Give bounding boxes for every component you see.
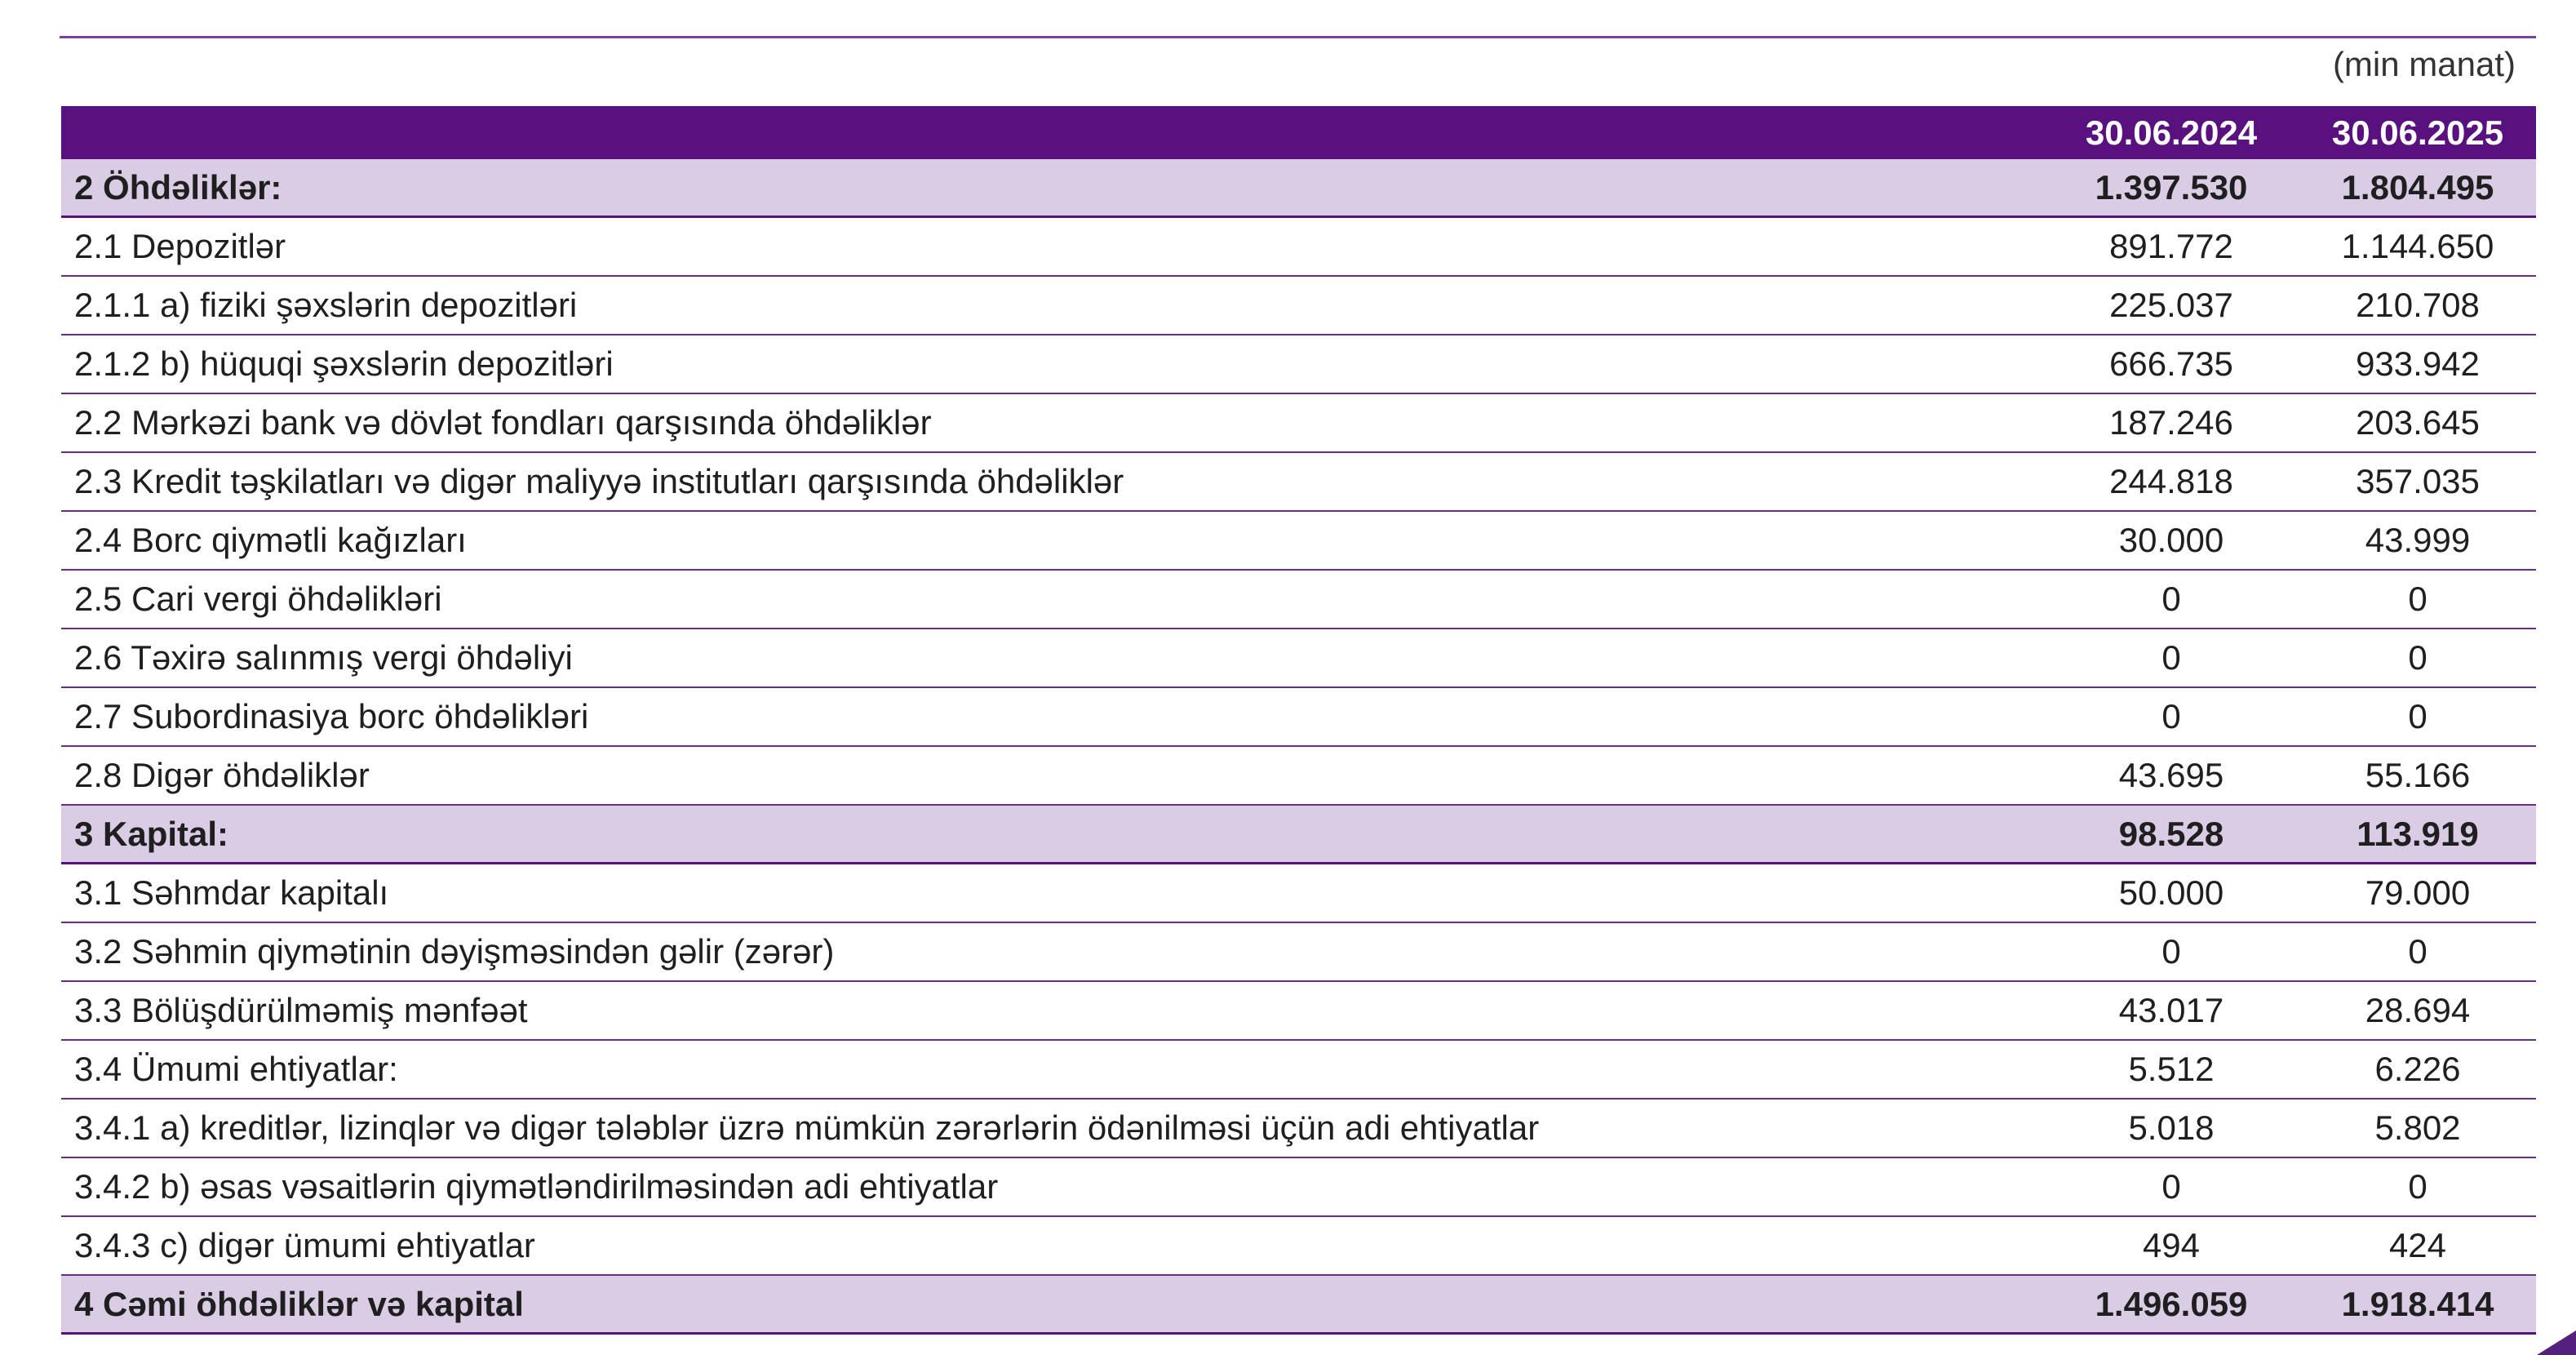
table-row [61,571,2536,629]
value-2024: 494 [2142,1226,2201,1264]
table-row [61,1041,2536,1100]
value-2025: 1.918.414 [2341,1284,2494,1323]
row-label: 3.2 Səhmin qiymətinin dəyişməsindən gəlir (zərər) [74,932,835,971]
row-label: 2.3 Kredit təşkilatları və digər maliyyə institutları qarşısında öhdəliklər [74,462,1124,500]
row-label: 4 Cəmi öhdəliklər və kapital [74,1284,524,1323]
table-row [61,806,2536,864]
col-header-2024: 30.06.2024 [2085,113,2258,152]
row-label: 2 Öhdəliklər: [74,167,282,207]
table-row [61,923,2536,982]
table-header-row [61,106,2536,159]
value-2024: 244.818 [2109,462,2233,500]
row-label: 3.1 Səhmdar kapitalı [74,873,389,912]
value-2025: 0 [2408,1167,2427,1206]
balance-sheet-table [61,106,2536,1335]
value-2024: 891.772 [2109,227,2233,265]
value-2024: 1.496.059 [2095,1284,2248,1323]
value-2024: 98.528 [2118,814,2224,853]
value-2024: 30.000 [2118,521,2224,559]
col-header-2025: 30.06.2025 [2331,113,2504,152]
top-rule [60,36,2536,38]
row-label: 2.5 Cari vergi öhdəlikləri [74,580,442,618]
value-2024: 5.018 [2128,1108,2215,1147]
value-2024: 0 [2161,697,2181,735]
value-2024: 0 [2161,1167,2181,1206]
table-row [61,747,2536,806]
value-2025: 933.942 [2356,344,2480,383]
row-label: 3.4.3 c) digər ümumi ehtiyatlar [74,1226,535,1264]
row-label: 3 Kapital: [74,814,229,853]
table-row [61,335,2536,394]
row-label: 2.6 Təxirə salınmış vergi öhdəliyi [74,638,573,677]
table-row [61,277,2536,335]
value-2025: 0 [2408,580,2427,618]
value-2024: 43.695 [2118,756,2224,794]
table-row [61,218,2536,277]
value-2025: 210.708 [2356,286,2480,324]
value-2025: 5.802 [2374,1108,2461,1147]
table-row [61,1100,2536,1158]
row-label: 2.8 Digər öhdəliklər [74,756,370,794]
value-2024: 5.512 [2128,1050,2215,1088]
table-row [61,688,2536,747]
unit-note: (min manat) [2332,45,2516,83]
value-2025: 0 [2408,932,2427,971]
row-label: 2.2 Mərkəzi bank və dövlət fondları qarşısında öhdəliklər [74,403,932,442]
row-label: 3.4.1 a) kreditlər, lizinqlər və digər tələblər üzrə mümkün zərərlərin ödənilməsi üçün adi ehtiyatlar [74,1108,1540,1147]
value-2024: 1.397.530 [2095,167,2248,207]
value-2024: 666.735 [2109,344,2233,383]
value-2025: 0 [2408,638,2427,677]
row-label: 3.4 Ümumi ehtiyatlar: [74,1050,398,1088]
row-label: 3.4.2 b) əsas vəsaitlərin qiymətləndirilməsindən adi ehtiyatlar [74,1167,999,1206]
table-row [61,864,2536,923]
value-2025: 1.144.650 [2341,227,2494,265]
value-2025: 79.000 [2365,873,2471,912]
value-2024: 50.000 [2118,873,2224,912]
value-2025: 357.035 [2356,462,2480,500]
table-row [61,1276,2536,1335]
table-row [61,1217,2536,1276]
row-label: 3.3 Bölüşdürülməmiş mənfəət [74,991,528,1029]
value-2025: 28.694 [2365,991,2471,1029]
row-label: 2.1.2 b) hüquqi şəxslərin depozitləri [74,344,614,383]
table-body [61,159,2536,1335]
value-2024: 0 [2161,580,2181,618]
value-2025: 0 [2408,697,2427,735]
table-row [61,453,2536,512]
value-2024: 187.246 [2109,403,2233,442]
value-2024: 0 [2161,638,2181,677]
row-label: 2.1 Depozitlər [74,227,286,265]
corner-triangle-decoration [2537,1331,2576,1355]
value-2025: 6.226 [2374,1050,2461,1088]
value-2024: 43.017 [2118,991,2224,1029]
table-row [61,1158,2536,1217]
value-2025: 55.166 [2365,756,2471,794]
table-row [61,394,2536,453]
value-2025: 424 [2388,1226,2447,1264]
table-row [61,512,2536,571]
table-row [61,629,2536,688]
row-label: 2.7 Subordinasiya borc öhdəlikləri [74,697,589,735]
value-2025: 113.919 [2357,814,2479,853]
row-label: 2.1.1 a) fiziki şəxslərin depozitləri [74,286,578,324]
value-2025: 203.645 [2356,403,2480,442]
row-label: 2.4 Borc qiymətli kağızları [74,521,467,559]
value-2025: 43.999 [2365,521,2471,559]
table-row [61,982,2536,1041]
value-2024: 0 [2161,932,2181,971]
table-row [61,159,2536,218]
value-2024: 225.037 [2109,286,2233,324]
value-2025: 1.804.495 [2341,167,2494,207]
